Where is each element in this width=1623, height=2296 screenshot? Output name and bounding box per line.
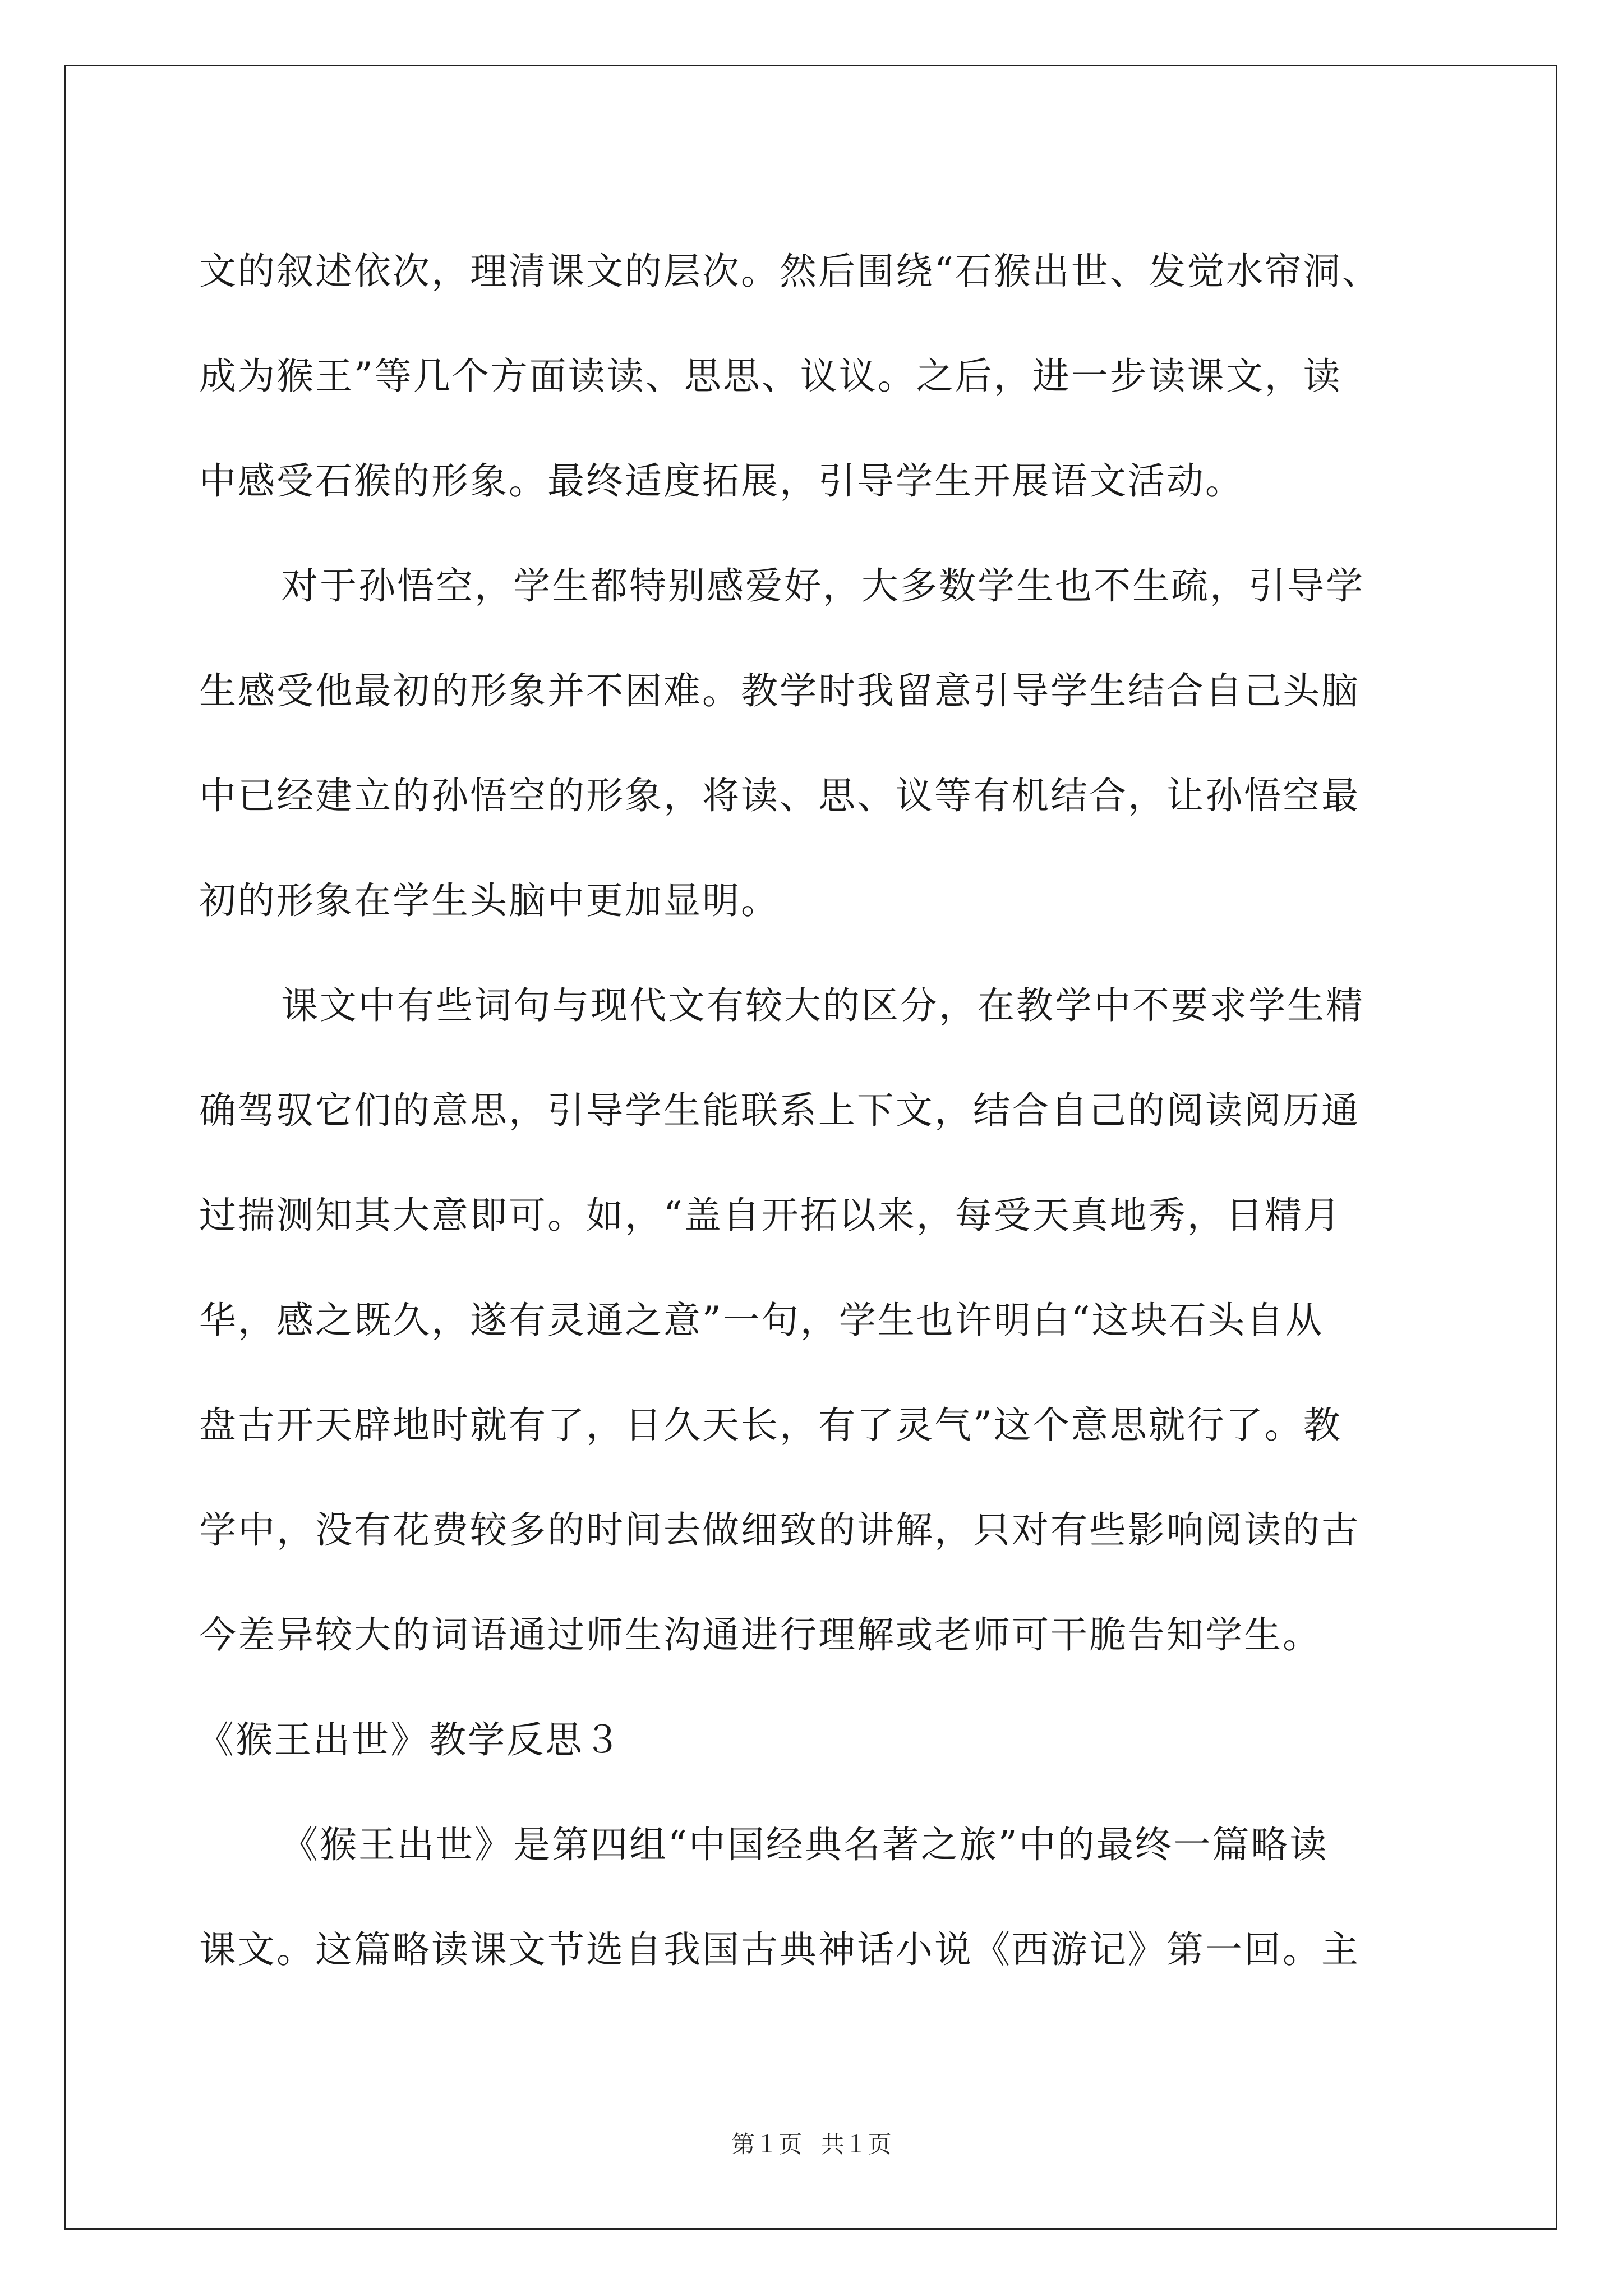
document-body: [199, 219, 1433, 2002]
text-line: 文的叙述依次，理清课文的层次。然后围绕“石猴出世、发觉水帘洞、: [199, 250, 1381, 293]
text-line: 确驾驭它们的意思，引导学生能联系上下文，结合自己的阅读阅历通: [199, 1089, 1360, 1132]
text-line: 对于孙悟空，学生都特别感爱好，大多数学生也不生疏，引导学: [281, 564, 1364, 608]
text-line: 学中，没有花费较多的时间去做细致的讲解，只对有些影响阅读的古: [199, 1508, 1360, 1552]
text-line: 课文中有些词句与现代文有较大的区分，在教学中不要求学生精: [281, 984, 1364, 1027]
paragraph-1: [199, 219, 1433, 533]
page-number-current: 第１页: [731, 2131, 803, 2158]
paragraph-3: [199, 953, 1433, 1687]
section-heading: 《猴王出世》教学反思３: [197, 1718, 623, 1761]
text-line: 课文。这篇略读课文节选自我国古典神话小说《西游记》第一回。主: [199, 1928, 1360, 1971]
text-line: 中感受石猴的形象。最终适度拓展，引导学生开展语文活动。: [199, 459, 1244, 503]
paragraph-2: [199, 533, 1433, 953]
page-footer: [0, 2126, 1623, 2160]
text-line: 今差异较大的词语通过师生沟通进行理解或老师可干脆告知学生。: [199, 1613, 1321, 1657]
text-line: 盘古开天辟地时就有了，日久天长，有了灵气”这个意思就行了。教: [199, 1404, 1342, 1447]
text-line: 华，感之既久，遂有灵通之意”一句，学生也许明白“这块石头自从: [199, 1299, 1324, 1342]
text-line: 初的形象在学生头脑中更加显明。: [199, 879, 780, 922]
text-line: 《猴王出世》是第四组“中国经典名著之旅”中的最终一篇略读: [281, 1823, 1329, 1866]
paragraph-4: [199, 1792, 1433, 2002]
text-line: 生感受他最初的形象并不困难。教学时我留意引导学生结合自己头脑: [199, 669, 1360, 712]
text-line: 中已经建立的孙悟空的形象，将读、思、议等有机结合，让孙悟空最: [199, 774, 1360, 817]
text-line: 过揣测知其大意即可。如，“盖自开拓以来，每受天真地秀，日精月: [199, 1194, 1342, 1237]
page-number-total: 共１页: [820, 2131, 892, 2158]
text-line: 成为猴王”等几个方面读读、思思、议议。之后，进一步读课文，读: [199, 355, 1342, 398]
